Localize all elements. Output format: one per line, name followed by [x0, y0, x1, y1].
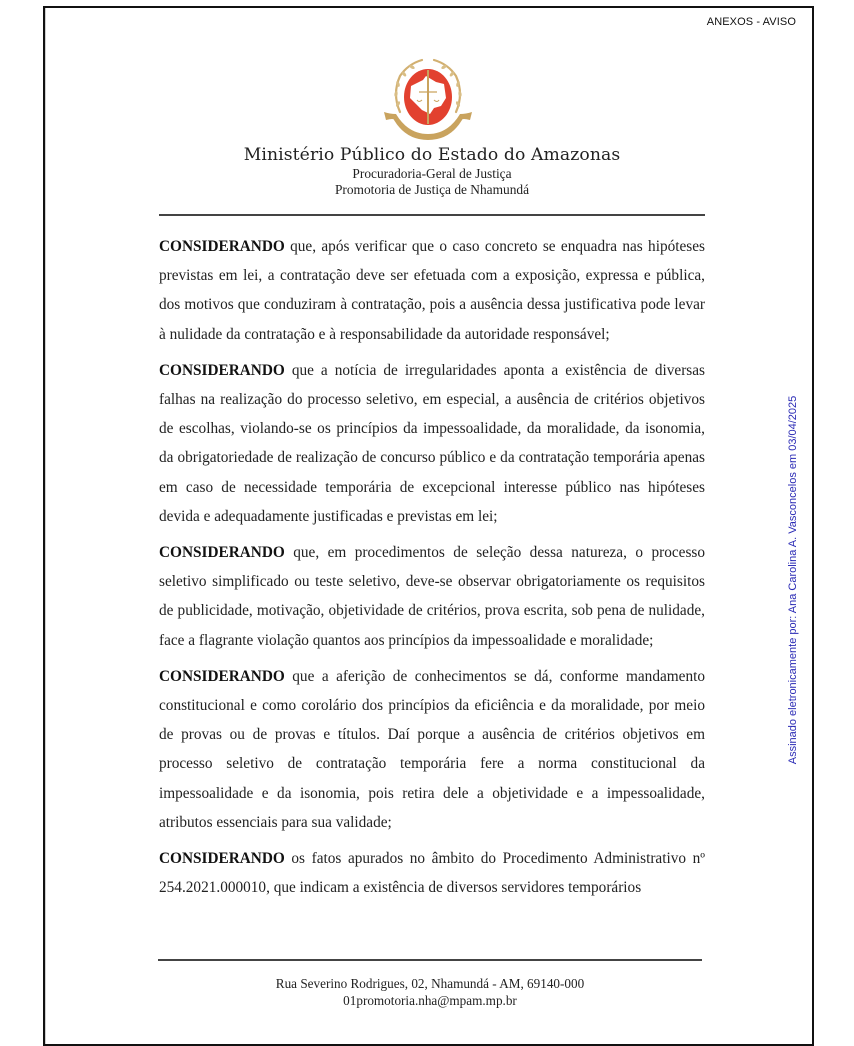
paragraph — [159, 538, 705, 655]
paragraph-lead: CONSIDERANDO — [159, 667, 285, 685]
paragraph — [159, 662, 705, 837]
document-body — [159, 232, 705, 909]
electronic-signature-stamp: Assinado eletronicamente por: Ana Carolina A. Vasconcelos em 03/04/2025 — [787, 395, 799, 765]
footer-email: 01promotoria.nha@mpam.mp.br — [343, 993, 517, 1008]
institution-subtitle: Procuradoria-Geral de Justiça — [352, 166, 512, 181]
document-header — [159, 144, 705, 198]
institution-title: Ministério Público do Estado do Amazonas — [243, 145, 621, 165]
paragraph-lead: CONSIDERANDO — [159, 361, 285, 379]
paragraph-lead: CONSIDERANDO — [159, 238, 285, 255]
paragraph-text: que, após verificar que o caso concreto se enquadra nas hipóteses previstas em lei, a contratação deve ser efetuada com a exposição, expressa e pública, dos motivos que conduziram à contratação, pois a ausência dessa justificativa pode levar à nulidade da contratação e à responsabilidade da autoridade responsável; — [159, 238, 705, 343]
paragraph — [159, 844, 705, 902]
annex-label: ANEXOS - AVISO — [706, 16, 796, 28]
header-divider — [159, 214, 705, 216]
paragraph-lead: CONSIDERANDO — [159, 850, 285, 868]
mpam-emblem-icon — [378, 54, 478, 142]
paragraph — [159, 356, 705, 531]
footer-divider — [158, 959, 702, 961]
footer-address: Rua Severino Rodrigues, 02, Nhamundá - AM, 69140-000 — [275, 976, 585, 991]
paragraph-text: que a aferição de conhecimentos se dá, conforme mandamento constitucional e como corolário dos princípios da eficiência e da moralidade, por meio de provas ou de provas e títulos. Daí porque a ausência de critérios objetivos em processo seletivo de contratação temporária fere a norma constitucional da impessoalidade e da isonomia, pois retira dele a objetividade e a impessoalidade, atributos essenciais para sua validade; — [159, 667, 705, 831]
document-footer — [158, 975, 702, 1009]
office-subtitle: Promotoria de Justiça de Nhamundá — [334, 182, 530, 197]
paragraph-text: que, em procedimentos de seleção dessa natureza, o processo seletivo simplificado ou teste seletivo, deve-se observar obrigatoriamente os requisitos de publicidade, motivação, objetividade de critérios, prova escrita, sob pena de nulidade, face a flagrante violação quantos aos princípios da impessoalidade e moralidade; — [159, 544, 705, 649]
paragraph — [159, 232, 705, 349]
paragraph-text: que a notícia de irregularidades aponta a existência de diversas falhas na realização do processo seletivo, em especial, a ausência de critérios objetivos de escolhas, violando-se os princípios da impessoalidade, da moralidade, da isonomia, da obrigatoriedade de realização de concurso público e da contratação temporária apenas em caso de necessidade temporária de excepcional interesse público nas hipóteses devida e adequadamente justificadas e previstas em lei; — [159, 361, 705, 525]
paragraph-text: os fatos apurados no âmbito do Procedimento Administrativo nº 254.2021.000010, que indicam a existência de diversos servidores temporários — [159, 850, 705, 897]
paragraph-lead: CONSIDERANDO — [159, 544, 285, 562]
